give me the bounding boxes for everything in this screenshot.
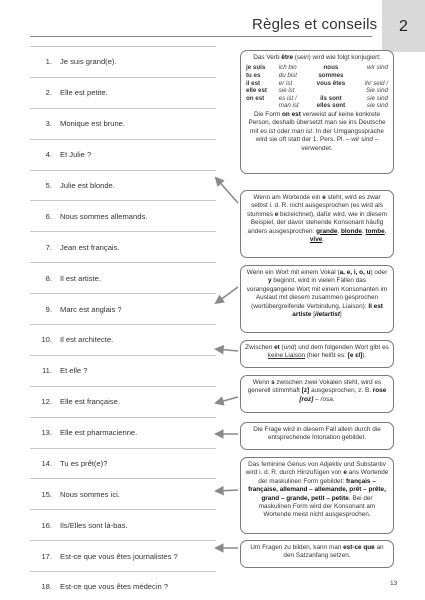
note-final-e [240, 190, 394, 258]
sentence-text: Elle est pharmacienne. [60, 428, 138, 438]
note-text: s [271, 379, 275, 386]
note-text: keine Liaison [267, 352, 306, 360]
sentence-number: 3. [45, 119, 52, 129]
sentence-text: Jean est français. [60, 242, 120, 252]
conjugation-row [245, 64, 389, 72]
note-text: ) wird wie folgt konjugiert: [308, 54, 381, 61]
conjugation-cell: man ist [278, 102, 299, 110]
sentence-number: 15. [41, 489, 52, 499]
conjugation-cell: ils sont [320, 94, 342, 102]
note-text: . Bei der maskulinen Form wird der Konsonant am Wortende meist nicht ausgesprochen. [258, 494, 376, 519]
note-text: an den Satzanfang setzen. [283, 544, 384, 560]
sentence-text: Marc est anglais ? [60, 304, 122, 314]
conjugation-cell: ihr seid / [364, 79, 388, 87]
note-text: vive [309, 236, 323, 244]
note-text: , [361, 227, 366, 235]
note-text: man ist [291, 127, 313, 135]
sentence-number: 17. [41, 551, 52, 561]
conjugation-cell: vous êtes [316, 79, 346, 87]
conjugation-row [245, 102, 389, 110]
note-text: Wenn [252, 379, 272, 386]
sentence-text: Elle est française. [60, 397, 120, 407]
conjugation-cell: tu es [246, 72, 261, 79]
sentence-number: 10. [41, 335, 52, 345]
note-text: a, e, i, o, u [339, 269, 371, 276]
note-text: [z] [301, 387, 310, 395]
note-text: ). [362, 352, 367, 360]
note-text: sein [296, 54, 309, 61]
note-text: tombe [365, 227, 385, 235]
conjugation-cell: Sie sind [365, 87, 388, 95]
conjugation-cell: sie ist [278, 87, 295, 95]
note-intonation-question [240, 422, 394, 450]
note-text: Die Frage wird in diesem Fall allein durch die entsprechende Intonation gebildet. [253, 426, 381, 442]
note-text: . [322, 236, 325, 244]
conjugation-cell [309, 87, 353, 95]
note-text: rose [372, 387, 387, 395]
note-text: grande [316, 227, 338, 235]
note-text: . In der Umgangssprache wird sie oft statt der 1. Pers. Pl. – [255, 127, 384, 144]
note-text: e [322, 194, 326, 201]
sentence-number: 13. [41, 428, 52, 438]
note-text: est-ce que [343, 544, 375, 551]
note-text: e [343, 469, 347, 477]
sentence-text: Monique est brune. [60, 119, 126, 129]
note-text: steht, wird es zwar selbst i. d. R. nicht ausgesprochen (es wird als stummes [247, 194, 383, 218]
sentence-text: Ils/Elles sont là-bas. [60, 520, 128, 530]
conjugation-cell: ich bin [278, 64, 297, 72]
conjugation-cell: nous [323, 64, 339, 72]
sentence-number: 18. [41, 582, 52, 592]
note-text: es ist [260, 127, 276, 135]
note-text: Die Form [253, 110, 282, 118]
note-text: ) oder [370, 269, 388, 276]
note-text: wir sind [351, 136, 373, 144]
sentence-number: 1. [45, 57, 52, 67]
note-text: – verwendet. [301, 136, 379, 152]
conjugation-cell: wir sind [367, 64, 388, 72]
note-text: (hier heißt es: [305, 352, 348, 360]
sentence-number: 11. [42, 366, 52, 376]
conjugation-cell: du bist [278, 72, 298, 79]
arrow-to-sentence-8 [216, 287, 238, 303]
sentence-text: Et elle ? [60, 366, 88, 376]
conjugation-cell: sie sind [367, 102, 388, 110]
sentence-number: 14. [41, 459, 52, 469]
sentence-text: Est-ce que vous êtes journalistes ? [60, 551, 178, 561]
conjugation-row [245, 95, 389, 103]
sentence-text: Est-ce que vous êtes médecin ? [60, 582, 169, 592]
conjugation-cell: es ist / [278, 94, 297, 102]
note-text: ausgesprochen, z. B. [309, 387, 373, 395]
note-text: zwischen zwei Vokalen steht, wird es generell stimmhaft [247, 379, 382, 395]
note-text: e [274, 210, 279, 218]
sentence-number: 2. [45, 88, 52, 98]
conjugation-cell: er ist [278, 79, 293, 87]
note-text: Zwischen [245, 344, 275, 351]
sentence-number: 12. [41, 397, 52, 407]
sentence-number: 5. [45, 181, 52, 190]
note-text: Wenn am Wortende ein [253, 194, 323, 201]
note-text: y [267, 277, 272, 285]
conjugation-cell: sommes [318, 72, 344, 79]
conjugation-cell: je suis [246, 64, 266, 72]
note-s-voiced [240, 375, 394, 413]
sentence-text: Julie est blonde. [60, 181, 115, 190]
note-text: beginnt, wird in vielen Fällen das vorangegangene Wort mit einem Konsonanten im Auslaut mit diesem zusammen gesprochen (wortübergreifende Verbindung, Liaison): [246, 277, 388, 310]
note-text: ) und dem folgenden Wort gibt es [294, 344, 389, 351]
sentence-number: 6. [45, 211, 52, 221]
note-text: ] [339, 311, 342, 319]
note-text: être [281, 54, 294, 61]
sentence-text: Il est architecte. [60, 335, 114, 345]
sentence-number: 16. [41, 520, 52, 530]
note-text: Il est artiste [292, 302, 383, 319]
note-text: on est [282, 110, 301, 118]
note-text: , [337, 227, 341, 235]
sentence-number: 8. [45, 273, 52, 283]
sentence-number: 4. [45, 150, 52, 160]
sentence-number: 7. [45, 242, 52, 252]
note-text: Das Verb [253, 54, 282, 61]
note-text: bezeichnet), dafür wird, wie in diesem Beispiel, der davor stehende Konsonant häufig anders ausgesprochen: [247, 210, 387, 235]
sentence-text: Nous sommes ici. [60, 489, 120, 499]
conjugation-cell: elle est [246, 87, 267, 95]
arrow-to-sentence-16 [216, 490, 238, 491]
sentence-text: Tu es prêt(e)? [60, 459, 108, 469]
note-text: ans Wortende der maskulinen Form gebildet: [258, 469, 389, 485]
note-text: blonde [340, 227, 362, 235]
note-text: und [283, 344, 295, 351]
note-est-ce-que [240, 540, 394, 568]
note-text: verweist auf keine konkrete Person, deshalb übersetzt man sie ins Deutsche mit [248, 110, 386, 135]
conjugation-cell: sie sind [367, 94, 388, 102]
note-text: iletartist [315, 311, 340, 319]
conjugation-row [245, 72, 389, 80]
note-text: [e ɛl] [347, 352, 363, 360]
note-text: [roz] [299, 395, 314, 403]
sentence-text: Nous sommes allemands. [60, 211, 148, 221]
note-text: ( [293, 54, 297, 61]
note-liaison [240, 265, 394, 333]
note-text: , [384, 227, 387, 235]
sentence-number: 9. [45, 304, 52, 314]
conjugation-row [245, 80, 389, 88]
note-text: Um Fragen zu bilden, kann man [250, 544, 344, 551]
conjugation-cell: il est [246, 79, 261, 87]
conjugation-row [245, 87, 389, 95]
note-text: ( [279, 344, 284, 351]
note-feminine-gender [240, 457, 394, 534]
note-etre-conjugation [240, 50, 394, 174]
sentence-text: Et Julie ? [60, 150, 92, 160]
arrow-to-sentence-13 [216, 397, 238, 403]
sentence-text: Je suis grand(e). [60, 57, 117, 67]
note-text: Das feminine Genus von Adjektiv und Substantiv wird i. d. R. durch Hinzufügen von [245, 461, 386, 477]
sentence-text: Il est artiste. [60, 273, 101, 283]
conjugation-table [245, 64, 389, 110]
arrow-to-sentence-5 [216, 178, 238, 203]
note-text: rosa [320, 395, 333, 403]
note-text: et [274, 344, 280, 351]
page-title: Règles et conseils [252, 16, 378, 33]
conjugation-cell [353, 72, 389, 80]
note-text: Wenn ein Wort mit einem Vokal ( [246, 269, 340, 276]
arrow-to-sentence-11 [216, 349, 238, 351]
conjugation-cell: elles sont [316, 102, 346, 110]
note-text: . [332, 395, 335, 403]
note-text: français – française, allemand – allemande, prêt – prête, grand – grande, petit – petite [248, 477, 386, 502]
note-et-no-liaison [240, 340, 394, 368]
conjugation-cell: on est [246, 94, 265, 102]
note-text: – [313, 395, 321, 403]
chapter-number: 2 [399, 18, 408, 35]
note-text: [ [311, 311, 316, 319]
note-text: oder [275, 127, 292, 135]
sentence-text: Elle est petite. [60, 88, 108, 98]
conjugation-cell [245, 102, 278, 110]
page-number: 13 [390, 580, 398, 587]
